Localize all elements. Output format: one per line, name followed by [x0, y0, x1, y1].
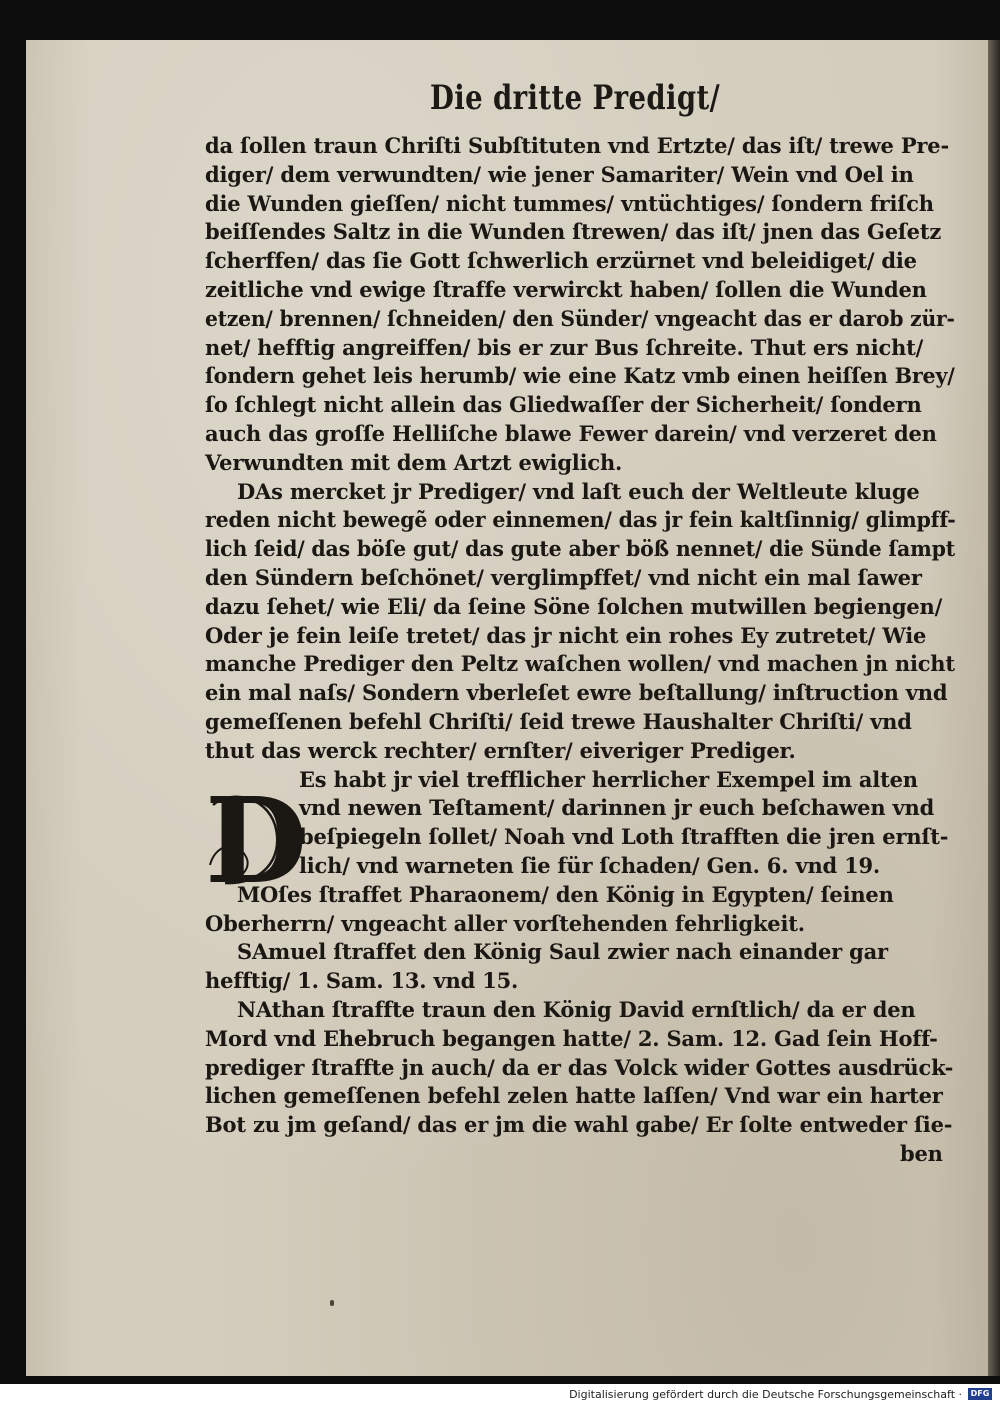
text-line: ein mal naſs/ Sondern vberleſet ewre beſtallung/ inſtruction vnd — [205, 680, 948, 706]
text-line: beſpiegeln ſollet/ Noah vnd Loth ſtrafften die jren ernſt- — [299, 824, 949, 850]
text-line: lich ſeid/ das böſe gut/ das gute aber böß nennet/ die Sünde ſampt — [205, 536, 955, 562]
credit-bar — [0, 1384, 1000, 1405]
drop-initial-letter: D — [205, 771, 308, 910]
text-line: ſcherffen/ das ſie Gott ſchwerlich erzürnet vnd beleidiget/ die — [205, 248, 917, 274]
text-line: diger/ dem verwundten/ wie jener Samariter/ Wein vnd Oel in — [205, 161, 914, 187]
text-line: da ſollen traun Chriſti Subſtituten vnd Ertzte/ das iſt/ trewe Pre- — [205, 133, 949, 158]
page-edge — [988, 40, 1000, 1376]
text-line: dazu ſehet/ wie Eli/ da ſeine Söne ſolchen mutwillen begiengen/ — [205, 593, 943, 619]
paper-speck — [330, 1300, 334, 1306]
text-line: net/ hefftig angreiffen/ bis er zur Bus ſchreite. Thut ers nicht/ — [205, 334, 924, 360]
running-head: Die dritte Predigt/ — [430, 78, 721, 118]
text-line: beiſſendes Saltz in die Wunden ſtrewen/ das iſt/ jnen das Geſetz — [205, 219, 942, 245]
text-line: DAs mercket jr Prediger/ vnd laſt euch der Weltleute kluge — [237, 478, 920, 504]
text-line: SAmuel ſtraffet den König Saul zwier nach einander gar — [237, 939, 888, 965]
text-line: Es habt jr viel trefflicher herrlicher Exempel im alten — [299, 766, 918, 792]
dfg-logo: DFG — [968, 1388, 992, 1400]
text-line: auch das groſſe Helliſche blawe Fewer darein/ vnd verzeret den — [205, 420, 937, 446]
text-line: lich/ vnd warneten ſie für ſchaden/ Gen. 6. vnd 19. — [299, 852, 881, 878]
text-line: Oberherrn/ vngeacht aller vorſtehenden fehrligkeit. — [205, 910, 805, 936]
text-line: prediger ſtraffte jn auch/ da er das Volck wider Gottes ausdrück- — [205, 1054, 954, 1080]
text-line: den Sündern beſchönet/ verglimpffet/ vnd nicht ein mal ſawer — [205, 564, 922, 590]
text-line: Bot zu jm geſand/ das er jm die wahl gabe/ Er ſolte entweder ſie- — [205, 1112, 953, 1138]
text-line: lichen gemeſſenen befehl zelen hatte laſſen/ Vnd war ein harter — [205, 1083, 943, 1109]
body-text — [205, 132, 955, 1169]
text-line: Mord vnd Ehebruch begangen hatte/ 2. Sam. 12. Gad ſein Hoff- — [205, 1025, 938, 1051]
text-line: manche Prediger den Peltz waſchen wollen/ vnd machen jn nicht — [205, 651, 955, 677]
text-line: MOſes ſtraffet Pharaonem/ den König in Egypten/ ſeinen — [237, 881, 894, 907]
catchword: ben — [900, 1140, 943, 1166]
text-line: ſondern gehet leis herumb/ wie eine Katz vmb einen heiſſen Brey/ — [205, 363, 955, 389]
text-line: Oder je fein leiſe tretet/ das jr nicht ein rohes Ey zutretet/ Wie — [205, 622, 927, 648]
text-line: NAthan ſtraffte traun den König David ernſtlich/ da er den — [237, 996, 916, 1022]
text-line: ſo ſchlegt nicht allein das Gliedwaſſer der Sicherheit/ ſondern — [205, 392, 922, 418]
text-line: thut das werck rechter/ ernſter/ eiveriger Prediger. — [205, 737, 796, 763]
text-line: gemeſſenen befehl Chriſti/ ſeid trewe Haushalter Chriſti/ vnd — [205, 708, 912, 734]
text-line: vnd newen Teſtament/ darinnen jr euch beſchawen vnd — [299, 795, 935, 821]
text-line: zeitliche vnd ewige ſtraffe verwirckt haben/ ſollen die Wunden — [205, 276, 927, 302]
text-line: hefftig/ 1. Sam. 13. vnd 15. — [205, 968, 519, 994]
text-line: etzen/ brennen/ ſchneiden/ den Sünder/ vngeacht das er darob zür- — [205, 305, 955, 331]
text-line: die Wunden gieſſen/ nicht tummes/ vntüchtiges/ ſondern friſch — [205, 190, 934, 216]
text-line: Verwundten mit dem Artzt ewiglich. — [205, 449, 623, 475]
credit-text: Digitalisierung gefördert durch die Deutsche Forschungsgemeinschaft · — [569, 1388, 962, 1401]
text-line: reden nicht bewegẽ oder einnemen/ das jr fein kaltſinnig/ glimpff- — [205, 507, 956, 533]
